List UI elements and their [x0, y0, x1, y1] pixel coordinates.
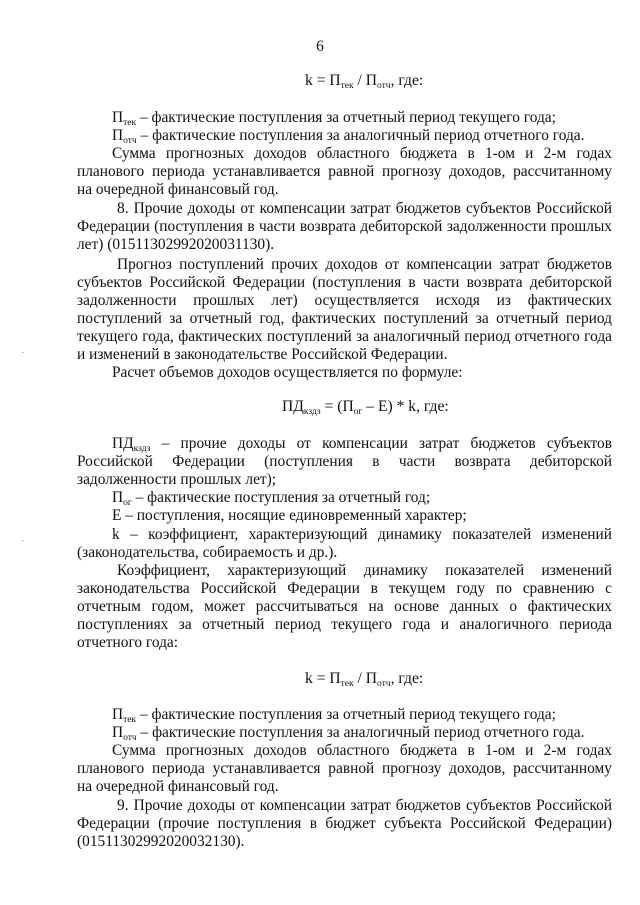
def-pd-line: задолженности прошлых лет); [77, 471, 277, 488]
para-forecast-line: субъектов Российской Федерации (поступления в части возврата дебиторской [77, 274, 612, 291]
para-sum-1-line: Сумма прогнозных доходов областного бюджета в 1-ом и 2-м годах [112, 145, 612, 162]
heading-item-9-line: Федерации (прочие поступления в бюджет субъекта Российской Федерации) [77, 815, 612, 832]
heading-item-9-line: (01511302992020032130). [77, 833, 245, 850]
def-p-tek-2-line [112, 706, 556, 724]
para-forecast-line: поступлений за отчетный год, фактических поступлений за отчетный период [77, 310, 612, 327]
margin-mark [22, 352, 24, 353]
def-e-line: Е – поступления, носящие единовременный характер; [112, 507, 467, 524]
def-p-otch-1-line [112, 127, 584, 145]
text-run: П [112, 109, 124, 126]
heading-item-8-line: 8. Прочие доходы от компенсации затрат бюджетов субъектов Российской [117, 200, 612, 217]
para-forecast-line: и изменений в законодательстве Российской Федерации. [77, 346, 448, 363]
heading-item-9-line: 9. Прочие доходы от компенсации затрат бюджетов субъектов Российской [117, 797, 612, 814]
heading-item-8-line: лет) (01511302992020031130). [77, 236, 275, 253]
def-k-line: (законодательства, собираемость и др.). [77, 544, 338, 561]
subscript: ог [353, 407, 363, 417]
text-run: П [112, 489, 124, 506]
text-run: – фактические поступления за аналогичный период отчетного года. [136, 127, 585, 144]
subscript: кздз [303, 407, 321, 417]
text-run: – фактические поступления за аналогичный период отчетного года. [136, 724, 585, 741]
subscript: ог [123, 498, 132, 508]
page-number: 6 [316, 38, 324, 55]
para-calc-line: Расчет объемов доходов осуществляется по формуле: [112, 364, 463, 381]
para-coef-line: поступлениях за отчетный период текущего года и аналогичного периода [77, 616, 612, 633]
subscript: отч [377, 679, 391, 689]
text-run: , где: [390, 670, 424, 687]
subscript: тек [340, 679, 354, 689]
para-coef-line: Коэффициент, характеризующий динамику показателей изменений [117, 562, 612, 579]
text-run: ПД [112, 435, 134, 452]
text-run: / П [353, 72, 378, 89]
text-run: – фактические поступления за отчетный период текущего года; [136, 706, 556, 723]
text-run: – фактические поступления за отчетный период текущего года; [136, 109, 556, 126]
def-pd-line [112, 435, 612, 453]
subscript: отч [123, 136, 137, 146]
def-pd-line: Российской Федерации (поступления в части возврата дебиторской [77, 453, 612, 470]
para-sum-1-line: на очередной финансовый год. [77, 181, 279, 198]
formula-k-1-line [305, 72, 423, 90]
def-k-line: k – коэффициент, характеризующий динамику показателей изменений [112, 526, 612, 543]
subscript: тек [123, 715, 137, 725]
para-sum-2-line: на очередной финансовый год. [77, 778, 279, 795]
para-forecast-line: Прогноз поступлений прочих доходов от компенсации затрат бюджетов [117, 256, 612, 273]
text-run: П [112, 127, 124, 144]
heading-item-8-line: Федерации (поступления в части возврата дебиторской задолженности прошлых [77, 218, 612, 235]
text-run: П [112, 724, 124, 741]
def-p-tek-1-line [112, 109, 556, 127]
text-run: – прочие доходы от компенсации затрат бюджетов субъектов [150, 435, 612, 452]
para-forecast-line: текущего года, фактических поступлений за аналогичный период отчетного года [77, 328, 612, 345]
para-forecast-line: задолженности прошлых лет) осуществляется исходя из фактических [77, 292, 612, 309]
subscript: кздз [133, 444, 151, 454]
para-coef-line: отчетного года: [77, 634, 179, 651]
subscript: тек [340, 81, 354, 91]
subscript: тек [123, 118, 137, 128]
text-run: – фактические поступления за отчетный год; [131, 489, 431, 506]
para-sum-1-line: планового периода устанавливается равной прогнозу доходов, рассчитанному [77, 163, 612, 180]
text-run: ПД [282, 398, 304, 415]
formula-k-2-line [305, 670, 423, 688]
para-sum-2-line: Сумма прогнозных доходов областного бюджета в 1-ом и 2-м годах [112, 742, 612, 759]
text-run: – Е) * k, где: [362, 398, 449, 415]
formula-pd-line [282, 398, 449, 416]
text-run: k = П [305, 670, 341, 687]
def-p-otch-2-line [112, 724, 584, 742]
subscript: отч [377, 81, 391, 91]
def-p-og-line [112, 489, 430, 507]
text-run: k = П [305, 72, 341, 89]
para-sum-2-line: планового периода устанавливается равной прогнозу доходов, рассчитанному [77, 760, 612, 777]
subscript: отч [123, 733, 137, 743]
para-coef-line: отчетным годом, может рассчитываться на основе данных о фактических [77, 598, 612, 615]
text-run: / П [353, 670, 378, 687]
para-coef-line: законодательства Российской Федерации в текущем году по сравнению с [77, 580, 612, 597]
text-run: П [112, 706, 124, 723]
text-run: = (П [320, 398, 354, 415]
margin-mark [22, 540, 24, 541]
text-run: , где: [390, 72, 424, 89]
